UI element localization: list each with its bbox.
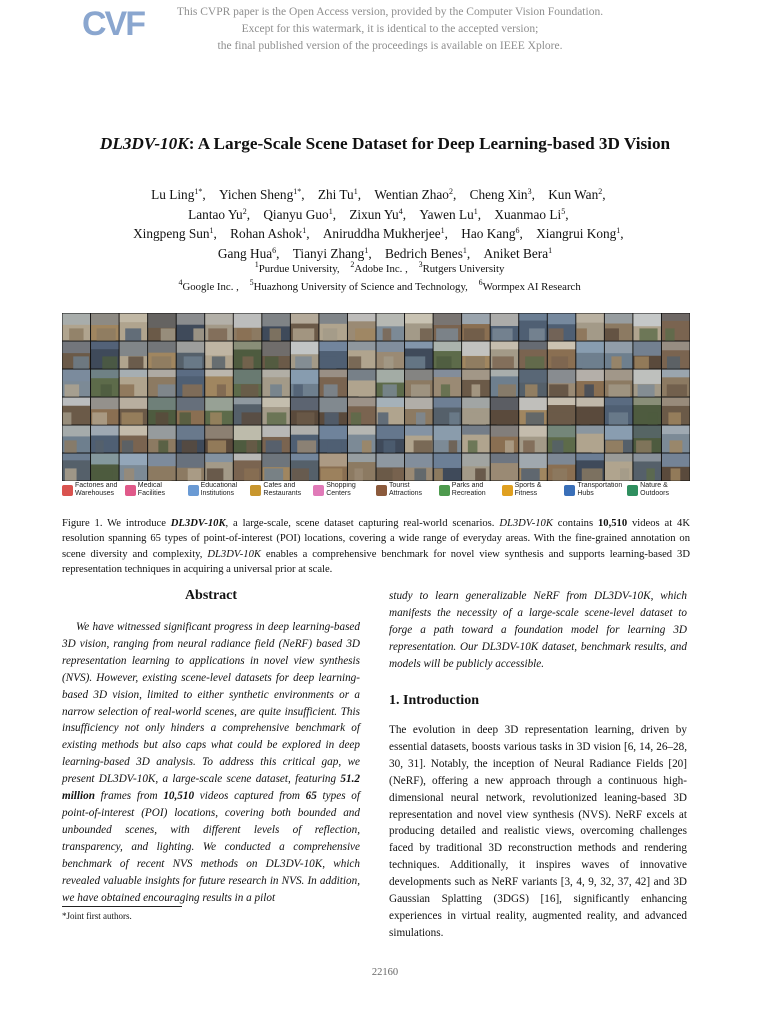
legend-label: Shopping Centers xyxy=(326,482,356,497)
title-rest: : A Large-Scale Scene Dataset for Deep Learning-based 3D Vision xyxy=(188,134,671,153)
legend-label: Tourist Attractions xyxy=(388,482,423,497)
footnote: *Joint first authors. xyxy=(62,911,132,921)
category-icon xyxy=(439,485,450,496)
scene-thumbnail xyxy=(205,342,233,369)
legend-item xyxy=(439,480,502,500)
scene-thumbnail xyxy=(319,398,347,425)
watermark-line: Except for this watermark, it is identical to the accepted version; xyxy=(241,23,539,35)
author-name: Tianyi Zhang xyxy=(292,245,365,261)
author-name: Kun Wan xyxy=(548,187,599,202)
abstract-text-part: types of point-of-interest (POI) locations, covering both bounded and unbounded scenes, with different levels of reflection, transparency, and lighting. We conducted a comprehensive benchmark of recent NVS methods on DL3DV-10K, which revealed valuable insights for future research in NVS. In addition, we have obtained encouraging results in a pilot xyxy=(62,790,360,904)
poi-category-legend xyxy=(62,480,690,500)
scene-thumbnail xyxy=(63,426,91,453)
scene-thumbnail xyxy=(576,314,604,341)
author-name: Yichen Sheng xyxy=(218,187,294,202)
affiliation-name: Wormpex AI Research xyxy=(482,281,581,293)
author-name: Zixun Yu xyxy=(349,206,399,222)
scene-thumbnail xyxy=(377,398,405,425)
caption-text: contains xyxy=(552,518,598,529)
author-affiliation-mark: 6 xyxy=(515,226,520,235)
scene-thumbnail xyxy=(262,454,290,481)
scene-thumbnail xyxy=(291,342,319,369)
author-affiliation-mark: 1 xyxy=(353,187,358,196)
scene-thumbnail xyxy=(434,314,462,341)
scene-thumbnail xyxy=(434,426,462,453)
author-name: Zhi Tu xyxy=(317,187,354,202)
scene-thumbnail xyxy=(177,314,205,341)
scene-thumbnail xyxy=(605,370,633,397)
author-name: Gang Hua xyxy=(217,245,273,261)
scene-thumbnail xyxy=(491,454,519,481)
scene-thumbnail xyxy=(519,370,547,397)
introduction-heading: 1. Introduction xyxy=(389,693,479,708)
scene-thumbnail xyxy=(234,342,262,369)
legend-item xyxy=(627,480,690,500)
scene-thumbnail xyxy=(348,370,376,397)
author-affiliation-mark: 1 xyxy=(328,206,333,216)
author-name: Aniruddha Mukherjee xyxy=(322,226,441,241)
author-name: Xingpeng Sun xyxy=(133,226,210,241)
author-affiliation-mark: 2 xyxy=(448,187,453,196)
scene-thumbnail xyxy=(148,398,176,425)
scene-thumbnail xyxy=(377,454,405,481)
scene-thumbnail xyxy=(120,370,148,397)
category-icon xyxy=(188,485,199,496)
scene-thumbnail xyxy=(234,398,262,425)
category-icon xyxy=(627,485,638,496)
abstract-text-part: We have witnessed significant progress in deep learning-based 3D vision, ranging from neural radiance field (NeRF) based 3D representation learning to applications in novel view synthesis (NVS). However, existing scene-level datasets for deep learning-based 3D vision, limited to either synthetic environments or a narrow selection of real-world scenes, are quite insufficient. This insufficiency not only hinders a comprehensive benchmark of existing methods but also caps what could be explored in deep learning-based 3D analysis. To address this critical gap, we present DL3DV-10K, a large-scale scene dataset, featuring xyxy=(62,621,360,786)
author-affiliation-mark: 1 xyxy=(302,226,307,235)
scene-thumbnail xyxy=(491,370,519,397)
abstract-text xyxy=(62,619,360,906)
scene-thumbnail xyxy=(576,398,604,425)
affiliation-number: 2 xyxy=(350,260,355,269)
watermark-line: This CVPR paper is the Open Access version, provided by the Computer Vision Foundation. xyxy=(176,6,604,18)
legend-label: Transportation Hubs xyxy=(577,482,623,497)
affiliation-number: 5 xyxy=(249,278,254,287)
scene-thumbnail xyxy=(319,314,347,341)
scene-thumbnail xyxy=(91,370,119,397)
author-affiliation-mark: 1 xyxy=(616,226,621,235)
author-name: Qianyu Guo xyxy=(263,206,329,222)
abstract-video-count: 10,510 xyxy=(163,790,195,803)
scene-thumbnail xyxy=(319,426,347,453)
scene-thumbnail xyxy=(148,426,176,453)
caption-dataset-name: DL3DV-10K xyxy=(207,548,261,560)
scene-thumbnail xyxy=(91,454,119,481)
scene-thumbnail xyxy=(405,454,433,481)
scene-thumbnail xyxy=(177,342,205,369)
author-name: Cheng Xin xyxy=(469,187,528,202)
author-name: Lantao Yu xyxy=(188,206,243,222)
scene-thumbnail xyxy=(576,342,604,369)
category-icon xyxy=(376,485,387,496)
author-affiliation-mark: 2 xyxy=(598,187,603,196)
author-affiliation-mark: 1* xyxy=(194,187,203,196)
scene-thumbnail xyxy=(633,426,661,453)
scene-thumbnail xyxy=(91,426,119,453)
caption-prefix: Figure 1. We introduce xyxy=(62,518,171,529)
abstract-frame-count: 51.2 million xyxy=(62,773,360,803)
scene-thumbnail xyxy=(319,342,347,369)
scene-thumbnail xyxy=(120,454,148,481)
author-affiliation-mark: 4 xyxy=(398,206,403,216)
category-icon xyxy=(125,485,136,496)
caption-text: , a large-scale, scene dataset capturing real-world scenarios. xyxy=(225,518,500,529)
scene-thumbnail xyxy=(348,454,376,481)
legend-label: Nature & Outdoors xyxy=(640,482,669,497)
scene-thumbnail xyxy=(148,454,176,481)
scene-thumbnail xyxy=(148,370,176,397)
author-name: Wentian Zhao xyxy=(374,187,449,202)
scene-thumbnail xyxy=(262,342,290,369)
author-affiliation-mark: 5 xyxy=(561,206,566,216)
legend-item xyxy=(250,480,313,500)
scene-thumbnail xyxy=(319,370,347,397)
scene-thumbnail xyxy=(205,398,233,425)
scene-thumbnail xyxy=(662,370,690,397)
scene-thumbnail xyxy=(205,314,233,341)
affiliation-number: 3 xyxy=(418,260,423,269)
scene-thumbnail xyxy=(177,454,205,481)
scene-thumbnail xyxy=(605,398,633,425)
scene-thumbnail xyxy=(405,426,433,453)
scene-thumbnail xyxy=(548,454,576,481)
author-affiliation-mark: 1 xyxy=(548,245,553,255)
page-number: 22160 xyxy=(371,967,399,978)
caption-video-count: 10,510 xyxy=(597,518,628,529)
scene-thumbnail xyxy=(205,370,233,397)
scene-thumbnail xyxy=(605,454,633,481)
legend-label: Parks and Recreation xyxy=(451,482,486,497)
scene-thumbnail xyxy=(348,314,376,341)
author-name: Rohan Ashok xyxy=(230,226,303,241)
scene-thumbnail xyxy=(662,342,690,369)
scene-thumbnail xyxy=(434,342,462,369)
scene-thumbnail xyxy=(234,454,262,481)
scene-thumbnail xyxy=(633,454,661,481)
category-icon xyxy=(62,485,73,496)
legend-item xyxy=(376,480,439,500)
abstract-heading: Abstract xyxy=(184,588,238,603)
legend-item xyxy=(564,480,627,500)
scene-thumbnail xyxy=(548,426,576,453)
scene-thumbnail xyxy=(177,398,205,425)
legend-label: Sports & Fitness xyxy=(514,482,542,497)
scene-thumbnail xyxy=(434,454,462,481)
scene-thumbnail xyxy=(405,342,433,369)
author-list: Lu Ling$^{1*}$, Yichen Sheng$^{1*}$, Zhi Tu$^1$, Wentian Zhao$^2$, Cheng Xin$^3$, Kun Wan$^2$, Lantao Yu$^2$, Qianyu Guo$^1$, Zixun Yu$^4$, Yawen Lu$^1$, Xuanmao Li$^5$, Xingpeng Sun$^1$, Rohan Ashok$^1$, Aniruddha Mukherjee$^1$, Hao Kang$^6$, Xiangrui Kong$^1$, Gang Hua$^6$, Tianyi Zhang$^1$, Bedrich Benes$^1$, Aniket Bera$^1$ xyxy=(133,187,637,261)
scene-thumbnail xyxy=(348,342,376,369)
affiliation-name: Google Inc. , xyxy=(182,281,239,293)
author-affiliation-mark: 1 xyxy=(462,245,467,255)
scene-thumbnail xyxy=(148,314,176,341)
affiliation-number: 6 xyxy=(478,278,483,287)
scene-thumbnail xyxy=(576,454,604,481)
paper-title xyxy=(40,134,730,154)
introduction-text: The evolution in deep 3D representation learning, driven by essential datasets, boosts various tasks in 3D vision [6, 14, 26–28, 30, 31]. Notably, the inception of Neural Radiance Fields [20] (NeRF), offering a new approach through a continuous high-dimensional neural network, revolutionized leaning-based 3D representation and novel view synthesis (NVS). NeRF excels at producing detailed and realistic views, overcoming challenges faced by traditional 3D reconstruction methods and rendering techniques. Additionally, it inspires waves of innovative developments such as NeRF variants [3, 4, 9, 32, 37, 42] and 3D Gaussian Splatting (3DGS) [16], significantly enhancing experiences in virtual reality, augmented reality, and advanced simulations. xyxy=(389,724,687,939)
caption-dataset-name: DL3DV-10K xyxy=(170,518,226,529)
scene-thumbnail xyxy=(377,314,405,341)
scene-thumbnail xyxy=(405,398,433,425)
abstract-text-part: frames from xyxy=(94,790,164,803)
category-icon xyxy=(502,485,513,496)
scene-thumbnail xyxy=(262,426,290,453)
author-affiliation-mark: 1 xyxy=(473,206,478,216)
scene-thumbnail xyxy=(405,314,433,341)
scene-thumbnail xyxy=(234,426,262,453)
scene-thumbnail xyxy=(434,370,462,397)
scene-thumbnail xyxy=(576,426,604,453)
cvf-logo: CVF xyxy=(82,5,144,43)
scene-thumbnail xyxy=(605,426,633,453)
scene-thumbnail xyxy=(519,342,547,369)
scene-thumbnail xyxy=(291,426,319,453)
scene-thumbnail xyxy=(662,398,690,425)
scene-thumbnail xyxy=(120,342,148,369)
scene-thumbnail xyxy=(63,342,91,369)
author-affiliation-mark: 6 xyxy=(272,245,277,255)
title-dataset-name: DL3DV-10K xyxy=(99,134,189,153)
affiliation-name: Adobe Inc. , xyxy=(354,263,408,275)
legend-label: Factories and Warehouses xyxy=(75,482,118,497)
scene-thumbnail xyxy=(519,426,547,453)
scene-thumbnail xyxy=(291,454,319,481)
scene-thumbnail xyxy=(462,426,490,453)
scene-thumbnail xyxy=(633,370,661,397)
footnote-rule xyxy=(62,906,182,907)
scene-thumbnail xyxy=(63,370,91,397)
scene-thumbnail xyxy=(605,314,633,341)
legend-label: Medical Facilities xyxy=(137,482,166,497)
scene-thumbnail xyxy=(120,314,148,341)
category-icon xyxy=(250,485,261,496)
scene-thumbnail xyxy=(91,314,119,341)
affiliations xyxy=(40,260,730,296)
scene-thumbnail xyxy=(234,370,262,397)
category-icon xyxy=(313,485,324,496)
scene-thumbnail xyxy=(63,314,91,341)
scene-thumbnail xyxy=(177,370,205,397)
scene-thumbnail xyxy=(120,426,148,453)
mosaic-grid xyxy=(62,313,690,481)
legend-label: Cafes and Restaurants xyxy=(263,482,302,497)
scene-thumbnail xyxy=(91,342,119,369)
scene-thumbnail xyxy=(519,314,547,341)
scene-thumbnail xyxy=(576,370,604,397)
scene-thumbnail xyxy=(63,454,91,481)
figure-caption xyxy=(62,516,690,577)
scene-thumbnail xyxy=(548,342,576,369)
scene-thumbnail xyxy=(377,370,405,397)
affiliation-name: Rutgers University xyxy=(422,263,505,275)
scene-thumbnail xyxy=(491,398,519,425)
scene-thumbnail-mosaic xyxy=(62,313,690,481)
affiliation-name: Huazhong University of Science and Technology, xyxy=(253,281,468,293)
scene-thumbnail xyxy=(348,426,376,453)
open-access-watermark xyxy=(160,4,620,55)
scene-thumbnail xyxy=(491,426,519,453)
scene-thumbnail xyxy=(548,370,576,397)
scene-thumbnail xyxy=(462,398,490,425)
author-name: Xiangrui Kong xyxy=(536,226,617,241)
scene-thumbnail xyxy=(662,314,690,341)
author-affiliation-mark: 1* xyxy=(293,187,302,196)
scene-thumbnail xyxy=(605,342,633,369)
scene-thumbnail xyxy=(120,398,148,425)
scene-thumbnail xyxy=(234,314,262,341)
scene-thumbnail xyxy=(491,314,519,341)
scene-thumbnail xyxy=(548,398,576,425)
author-affiliation-mark: 1 xyxy=(209,226,214,235)
author-name: Xuanmao Li xyxy=(494,206,562,222)
scene-thumbnail xyxy=(491,342,519,369)
scene-thumbnail xyxy=(205,426,233,453)
author-name: Yawen Lu xyxy=(419,206,474,222)
scene-thumbnail xyxy=(148,342,176,369)
scene-thumbnail xyxy=(519,454,547,481)
scene-thumbnail xyxy=(462,314,490,341)
scene-thumbnail xyxy=(405,370,433,397)
scene-thumbnail xyxy=(291,370,319,397)
author-affiliation-mark: 2 xyxy=(242,206,247,216)
abstract-text-part: videos captured from xyxy=(194,790,306,803)
scene-thumbnail xyxy=(291,314,319,341)
scene-thumbnail xyxy=(548,314,576,341)
abstract-continued: study to learn generalizable NeRF from DL3DV-10K, which manifests the necessity of a large-scale scene-level dataset to forge a path toward a foundation model for learning 3D representation. Our DL3DV-10K dataset, benchmark results, and models will be publicly accessible. xyxy=(389,590,687,670)
scene-thumbnail xyxy=(462,342,490,369)
scene-thumbnail xyxy=(262,370,290,397)
scene-thumbnail xyxy=(262,314,290,341)
scene-thumbnail xyxy=(205,454,233,481)
author-name: Bedrich Benes xyxy=(384,245,463,261)
caption-dataset-name: DL3DV-10K xyxy=(499,518,553,529)
scene-thumbnail xyxy=(633,342,661,369)
scene-thumbnail xyxy=(633,314,661,341)
scene-thumbnail xyxy=(63,398,91,425)
legend-item xyxy=(62,480,125,500)
legend-item xyxy=(188,480,251,500)
category-icon xyxy=(564,485,575,496)
scene-thumbnail xyxy=(91,398,119,425)
author-affiliation-mark: 3 xyxy=(527,187,532,196)
scene-thumbnail xyxy=(462,370,490,397)
scene-thumbnail xyxy=(377,426,405,453)
scene-thumbnail xyxy=(519,398,547,425)
scene-thumbnail xyxy=(177,426,205,453)
scene-thumbnail xyxy=(633,398,661,425)
caption-text: videos at 4K resolution spanning 65 types of point-of-interest (POI) locations, covering a wide range of everyday areas. With the fine-grained annotation on scene diversity and complexity, xyxy=(62,518,691,560)
legend-label: Educational Institutions xyxy=(200,482,238,497)
scene-thumbnail xyxy=(348,398,376,425)
legend-item xyxy=(502,480,565,500)
author-affiliation-mark: 1 xyxy=(364,245,369,255)
author-affiliation-mark: 1 xyxy=(440,226,445,235)
scene-thumbnail xyxy=(662,454,690,481)
author-name: Hao Kang xyxy=(461,226,516,241)
scene-thumbnail xyxy=(662,426,690,453)
affiliation-name: Purdue University, xyxy=(258,263,340,275)
author-name: Aniket Bera xyxy=(483,245,549,261)
scene-thumbnail xyxy=(262,398,290,425)
affiliation-number: 4 xyxy=(178,278,183,287)
affiliation-number: 1 xyxy=(254,260,259,269)
caption-text: enables a comprehensive benchmark for novel view synthesis and supports learning-based 3D representation techniques in acquiring a universal prior at scale. xyxy=(62,548,690,575)
scene-thumbnail xyxy=(291,398,319,425)
scene-thumbnail xyxy=(434,398,462,425)
legend-item xyxy=(125,480,188,500)
abstract-poi-count: 65 xyxy=(305,790,317,803)
watermark-line: the final published version of the proceedings is available on IEEE Xplore. xyxy=(217,40,563,52)
scene-thumbnail xyxy=(462,454,490,481)
scene-thumbnail xyxy=(319,454,347,481)
author-name: Lu Ling xyxy=(151,187,195,202)
legend-item xyxy=(313,480,376,500)
scene-thumbnail xyxy=(377,342,405,369)
